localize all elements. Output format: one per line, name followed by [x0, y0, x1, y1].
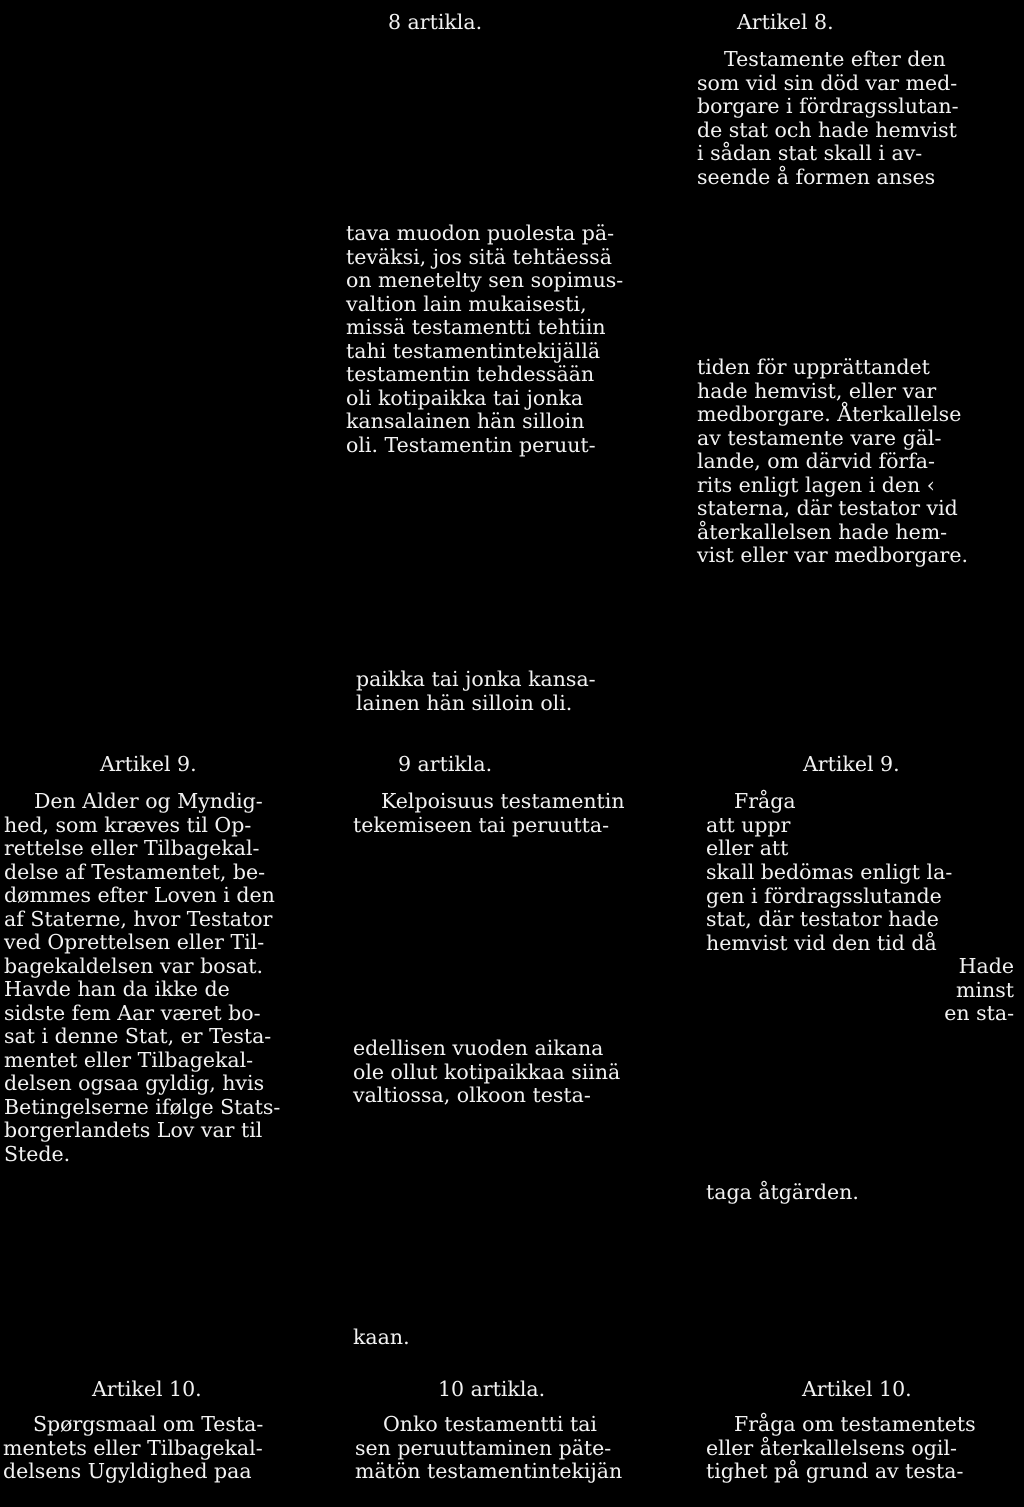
- text-line: staterna, där testator vid: [697, 496, 958, 520]
- text-line: ved Oprettelsen eller Til-: [4, 930, 265, 954]
- text-line: tekemiseen tai peruutta-: [353, 812, 610, 837]
- text-line: missä testamentti tehtiin: [346, 315, 606, 339]
- article-9-fi-text-end: kaan.: [353, 1325, 410, 1349]
- text-line: vist eller var medborgare.: [697, 543, 968, 567]
- text-line: af Staterne, hvor Testator: [4, 906, 273, 931]
- text-line: återkallelsen hade hem-: [697, 519, 948, 544]
- article-9-sv-text-b: [706, 861, 952, 955]
- text-line: i sådan stat skall i av-: [697, 141, 923, 165]
- text-line: hemvist vid den tid då: [706, 930, 937, 955]
- text-line: Fråga: [734, 789, 796, 813]
- article-9-heading-da: Artikel 9.: [100, 752, 197, 776]
- article-9-da-text: [4, 790, 280, 1166]
- text-line: som vid sin död var med-: [697, 70, 958, 95]
- article-9-fi-text-mid: [353, 1037, 620, 1108]
- text-line: mentet eller Tilbagekal-: [4, 1047, 254, 1072]
- text-line: hed, som kræves til Op-: [4, 812, 252, 837]
- text-line: tava muodon puolesta pä-: [346, 221, 615, 245]
- text-line: paikka tai jonka kansa-: [356, 667, 596, 691]
- text-line: tiden för upprättandet: [697, 355, 930, 379]
- text-line: rits enligt lagen i den ‹: [697, 472, 935, 497]
- text-line: minst: [956, 977, 1014, 1002]
- article-10-sv-text: [706, 1413, 976, 1484]
- text-line: valtion lain mukaisesti,: [346, 291, 587, 316]
- text-line: lande, om därvid förfa-: [697, 449, 935, 473]
- text-line: bagekaldelsen var bosat.: [4, 953, 264, 978]
- article-9-sv-text-c: [944, 955, 1014, 1026]
- text-line: dømmes efter Loven i den: [4, 883, 275, 907]
- text-line: sidste fem Aar været bo-: [4, 1000, 261, 1025]
- text-line: on menetelty sen sopimus-: [346, 268, 624, 292]
- text-line: testamentin tehdessään: [346, 362, 595, 386]
- article-10-heading-sv: Artikel 10.: [802, 1377, 912, 1401]
- text-line: av testamente vare gäl-: [697, 425, 942, 450]
- text-line: Testamente efter den: [724, 47, 946, 71]
- text-line: Onko testamentti tai: [383, 1412, 597, 1436]
- text-line: sen peruuttaminen päte-: [355, 1435, 612, 1460]
- text-line: Havde han da ikke de: [4, 977, 230, 1001]
- article-10-da-text: [3, 1413, 263, 1484]
- article-9-heading-sv: Artikel 9.: [803, 752, 900, 776]
- article-9-sv-text-end: taga åtgärden.: [706, 1180, 859, 1204]
- article-9-heading-fi: 9 artikla.: [398, 752, 493, 776]
- text-line: mätön testamentintekijän: [355, 1459, 623, 1483]
- text-line: kansalainen hän silloin: [346, 409, 585, 433]
- text-line: tighet på grund av testa-: [706, 1459, 964, 1483]
- text-line: tahi testamentintekijällä: [346, 338, 601, 363]
- article-9-fi-text-top: [353, 790, 625, 837]
- article-8-heading-sv: Artikel 8.: [737, 10, 834, 34]
- text-line: teväksi, jos sitä tehtäessä: [346, 244, 612, 269]
- text-line: hade hemvist, eller var: [697, 378, 937, 403]
- text-line: rettelse eller Tilbagekal-: [4, 836, 260, 860]
- text-line: Betingelserne ifølge Stats-: [4, 1094, 281, 1119]
- text-line: ole ollut kotipaikkaa siinä: [353, 1059, 621, 1084]
- text-line: mentets eller Tilbagekal-: [3, 1435, 263, 1460]
- text-line: delsens Ugyldighed paa: [3, 1459, 252, 1483]
- text-line: eller återkallelsens ogil-: [706, 1435, 957, 1460]
- article-8-sv-text-top: [697, 48, 959, 189]
- text-line: oli kotipaikka tai jonka: [346, 385, 584, 410]
- text-line: Den Alder og Myndig-: [34, 789, 263, 813]
- text-line: Kelpoisuus testamentin: [381, 789, 625, 813]
- text-line: stat, där testator hade: [706, 907, 939, 931]
- article-10-fi-text: [355, 1413, 622, 1484]
- article-8-heading-fi: 8 artikla.: [388, 10, 483, 34]
- text-line: Fråga om testamentets: [734, 1412, 976, 1436]
- text-line: delsen ogsaa gyldig, hvis: [4, 1071, 265, 1095]
- text-line: att uppr: [706, 812, 791, 837]
- text-line: seende å formen anses: [697, 164, 936, 189]
- text-line: sat i denne Stat, er Testa-: [4, 1024, 272, 1048]
- article-8-sv-text-mid: [697, 356, 968, 568]
- text-line: de stat och hade hemvist: [697, 117, 957, 142]
- text-line: edellisen vuoden aikana: [353, 1036, 604, 1060]
- article-8-fi-text: [346, 222, 623, 457]
- text-line: delse af Testamentet, be-: [4, 859, 266, 884]
- article-8-fi-text-end: [356, 668, 596, 715]
- article-10-heading-fi: 10 artikla.: [438, 1377, 546, 1401]
- text-line: borgerlandets Lov var til: [4, 1118, 263, 1142]
- text-line: Hade: [958, 954, 1014, 978]
- text-line: Stede.: [4, 1141, 71, 1166]
- text-line: skall bedömas enligt la-: [706, 860, 953, 884]
- text-line: gen i fördragsslutande: [706, 883, 942, 908]
- text-line: oli. Testamentin peruut-: [346, 432, 596, 457]
- text-line: medborgare. Återkallelse: [697, 402, 962, 426]
- article-9-sv-text-a: [706, 790, 796, 861]
- article-10-heading-da: Artikel 10.: [92, 1377, 202, 1401]
- text-line: lainen hän silloin oli.: [356, 690, 573, 715]
- text-line: Spørgsmaal om Testa-: [33, 1412, 264, 1436]
- text-line: eller att: [706, 836, 789, 860]
- text-line: borgare i fördragsslutan-: [697, 94, 959, 118]
- text-line: en sta-: [944, 1001, 1014, 1025]
- text-line: valtiossa, olkoon testa-: [353, 1083, 591, 1107]
